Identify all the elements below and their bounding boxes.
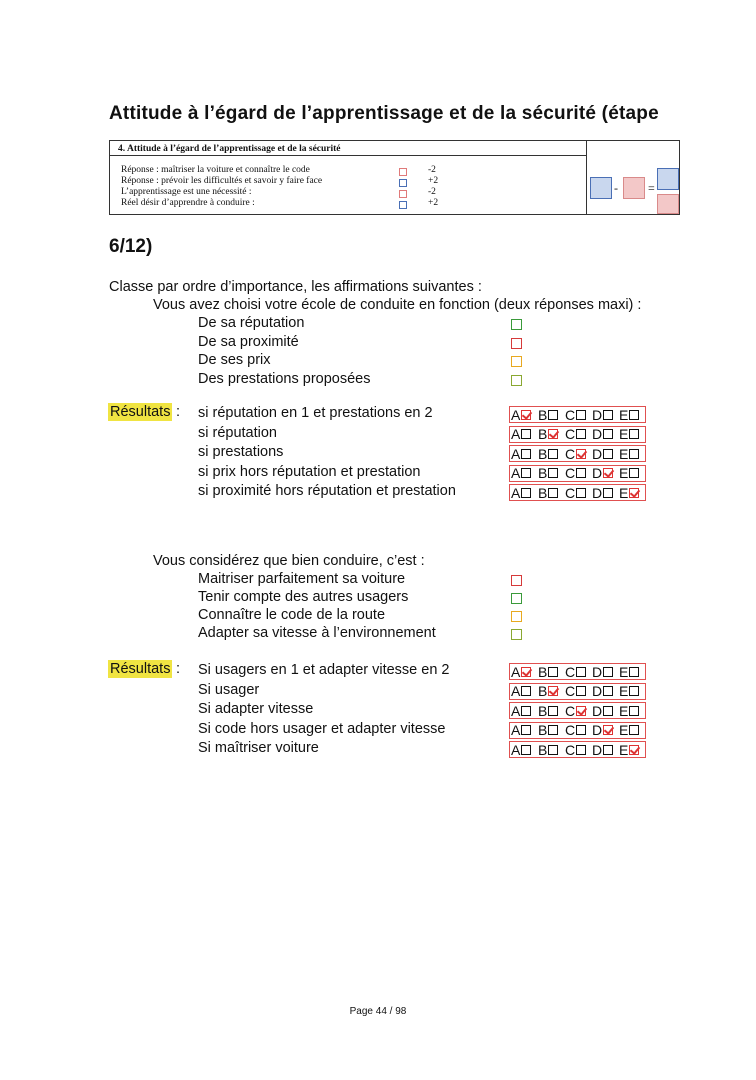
answer-option-b[interactable] bbox=[538, 446, 558, 461]
ranking-checkbox[interactable] bbox=[511, 375, 522, 386]
option-letter: E bbox=[619, 683, 629, 699]
ranking-item-label: Adapter sa vitesse à l’environnement bbox=[198, 625, 436, 641]
equals-sign: = bbox=[648, 181, 655, 195]
option-letter: C bbox=[565, 406, 576, 423]
empty-box-icon[interactable] bbox=[521, 449, 531, 459]
empty-box-icon[interactable] bbox=[576, 468, 586, 478]
option-letter: E bbox=[619, 663, 629, 680]
answer-option-c[interactable] bbox=[565, 427, 586, 442]
ranking-item-label: De sa réputation bbox=[198, 315, 305, 331]
option-letter: A bbox=[511, 445, 521, 462]
answer-option-e[interactable] bbox=[619, 407, 639, 422]
option-letter: A bbox=[511, 465, 521, 481]
option-letter: C bbox=[565, 702, 576, 719]
question-text: Vous avez choisi votre école de conduite en fonction (deux réponses maxi) : bbox=[153, 297, 642, 313]
answer-option-a[interactable] bbox=[511, 684, 531, 699]
empty-box-icon[interactable] bbox=[629, 468, 639, 478]
answer-option-a[interactable] bbox=[511, 407, 531, 422]
empty-box-icon[interactable] bbox=[629, 706, 639, 716]
empty-box-icon[interactable] bbox=[548, 449, 558, 459]
empty-box-icon[interactable] bbox=[576, 410, 586, 420]
empty-box-icon[interactable] bbox=[576, 488, 586, 498]
checked-box-icon[interactable] bbox=[548, 429, 558, 439]
answer-option-e[interactable] bbox=[619, 466, 639, 481]
option-letter: A bbox=[511, 484, 521, 501]
answer-option-e[interactable] bbox=[619, 427, 639, 442]
answer-choice-row bbox=[509, 702, 646, 719]
option-letter: C bbox=[565, 663, 576, 680]
answer-choice-row bbox=[509, 722, 646, 739]
score-box bbox=[109, 140, 680, 215]
score-row-text: Réel désir d’apprendre à conduire : bbox=[121, 198, 255, 208]
results-colon: : bbox=[176, 661, 181, 677]
option-letter: A bbox=[511, 741, 521, 758]
answer-choice-row bbox=[509, 426, 646, 443]
option-letter: C bbox=[565, 484, 576, 501]
total-score-square-top bbox=[657, 168, 679, 190]
answer-option-d[interactable] bbox=[592, 664, 613, 679]
option-letter: B bbox=[538, 426, 548, 442]
option-letter: E bbox=[619, 406, 629, 423]
score-row-text: L’apprentissage est une nécessité : bbox=[121, 187, 252, 197]
answer-option-e[interactable] bbox=[619, 723, 639, 738]
empty-box-icon[interactable] bbox=[521, 725, 531, 735]
answer-option-d[interactable] bbox=[592, 703, 613, 718]
checked-box-icon[interactable] bbox=[576, 706, 586, 716]
result-condition-text: Si usagers en 1 et adapter vitesse en 2 bbox=[198, 662, 450, 678]
page-number: Page 44 / 98 bbox=[349, 1006, 407, 1017]
ranking-item-label: Connaître le code de la route bbox=[198, 607, 386, 623]
empty-box-icon[interactable] bbox=[603, 429, 613, 439]
empty-box-icon[interactable] bbox=[629, 410, 639, 420]
blue-score-square bbox=[590, 177, 612, 199]
option-letter: A bbox=[511, 702, 521, 719]
empty-box-icon[interactable] bbox=[521, 468, 531, 478]
checked-box-icon[interactable] bbox=[629, 745, 639, 755]
answer-choice-row bbox=[509, 663, 646, 680]
empty-box-icon[interactable] bbox=[576, 429, 586, 439]
option-letter: A bbox=[511, 663, 521, 680]
score-value: +2 bbox=[428, 176, 439, 186]
answer-option-c[interactable] bbox=[565, 703, 586, 718]
answer-option-d[interactable] bbox=[592, 427, 613, 442]
answer-option-a[interactable] bbox=[511, 664, 531, 679]
ranking-checkbox[interactable] bbox=[511, 593, 522, 604]
empty-box-icon[interactable] bbox=[548, 468, 558, 478]
answer-option-a[interactable] bbox=[511, 742, 531, 757]
option-letter: D bbox=[592, 741, 603, 758]
option-letter: A bbox=[511, 426, 521, 442]
option-letter: E bbox=[619, 426, 629, 442]
option-letter: D bbox=[592, 702, 603, 719]
empty-box-icon[interactable] bbox=[576, 686, 586, 696]
results-label bbox=[108, 661, 172, 677]
results-label-highlight: Résultats bbox=[110, 661, 171, 677]
empty-box-icon[interactable] bbox=[603, 667, 613, 677]
empty-box-icon[interactable] bbox=[629, 686, 639, 696]
empty-box-icon[interactable] bbox=[548, 410, 558, 420]
ranking-item-label: De sa proximité bbox=[198, 333, 299, 350]
answer-option-e[interactable] bbox=[619, 446, 639, 461]
checked-box-icon[interactable] bbox=[629, 488, 639, 498]
answer-option-c[interactable] bbox=[565, 723, 586, 738]
answer-choice-row bbox=[509, 465, 646, 482]
ranking-checkbox[interactable] bbox=[511, 611, 522, 622]
results-colon: : bbox=[176, 404, 181, 420]
ranking-checkbox[interactable] bbox=[511, 338, 522, 349]
option-letter: B bbox=[538, 445, 548, 462]
empty-box-icon[interactable] bbox=[548, 667, 558, 677]
empty-box-icon[interactable] bbox=[521, 686, 531, 696]
answer-option-d[interactable] bbox=[592, 466, 613, 481]
divider bbox=[110, 155, 586, 156]
score-row-text: Réponse : maîtriser la voiture et connaître le code bbox=[121, 165, 310, 175]
empty-box-icon[interactable] bbox=[548, 725, 558, 735]
page-title: Attitude à l’égard de l’apprentissage et de la sécurité (étape bbox=[109, 103, 659, 124]
page-title-continued: 6/12) bbox=[109, 236, 153, 257]
ranking-item-label: Des prestations proposées bbox=[198, 370, 371, 387]
option-letter: D bbox=[592, 683, 603, 699]
answer-option-a[interactable] bbox=[511, 723, 531, 738]
answer-choice-row bbox=[509, 683, 646, 700]
answer-option-e[interactable] bbox=[619, 742, 639, 757]
answer-option-b[interactable] bbox=[538, 742, 558, 757]
result-condition-text: Si adapter vitesse bbox=[198, 701, 314, 717]
answer-option-b[interactable] bbox=[538, 466, 558, 481]
score-value: +2 bbox=[428, 198, 439, 208]
results-label-highlight: Résultats bbox=[110, 404, 171, 420]
empty-box-icon[interactable] bbox=[603, 449, 613, 459]
total-score-square-bottom bbox=[657, 194, 679, 214]
empty-box-icon[interactable] bbox=[603, 686, 613, 696]
answer-option-b[interactable] bbox=[538, 407, 558, 422]
option-letter: D bbox=[592, 406, 603, 423]
option-letter: C bbox=[565, 445, 576, 462]
answer-option-d[interactable] bbox=[592, 485, 613, 500]
answer-choice-row bbox=[509, 445, 646, 462]
answer-choice-row bbox=[509, 406, 646, 423]
score-color-square bbox=[399, 190, 407, 198]
answer-choice-row bbox=[509, 741, 646, 758]
empty-box-icon[interactable] bbox=[629, 449, 639, 459]
answer-option-a[interactable] bbox=[511, 703, 531, 718]
answer-option-b[interactable] bbox=[538, 664, 558, 679]
ranking-item-label: Maitriser parfaitement sa voiture bbox=[198, 571, 406, 587]
answer-option-a[interactable] bbox=[511, 485, 531, 500]
answer-option-c[interactable] bbox=[565, 684, 586, 699]
answer-option-a[interactable] bbox=[511, 427, 531, 442]
empty-box-icon[interactable] bbox=[521, 488, 531, 498]
option-letter: E bbox=[619, 484, 629, 501]
result-condition-text: si réputation en 1 et prestations en 2 bbox=[198, 405, 433, 421]
result-condition-text: Si code hors usager et adapter vitesse bbox=[198, 720, 446, 737]
ranking-checkbox[interactable] bbox=[511, 356, 522, 367]
score-value: -2 bbox=[428, 187, 436, 197]
score-color-square bbox=[399, 201, 407, 209]
empty-box-icon[interactable] bbox=[576, 725, 586, 735]
empty-box-icon[interactable] bbox=[521, 429, 531, 439]
option-letter: E bbox=[619, 702, 629, 719]
option-letter: D bbox=[592, 484, 603, 501]
option-letter: B bbox=[538, 484, 548, 501]
answer-option-d[interactable] bbox=[592, 446, 613, 461]
empty-box-icon[interactable] bbox=[548, 745, 558, 755]
option-letter: D bbox=[592, 722, 603, 738]
ranking-item-label: Tenir compte des autres usagers bbox=[198, 589, 409, 605]
answer-option-c[interactable] bbox=[565, 407, 586, 422]
answer-option-c[interactable] bbox=[565, 446, 586, 461]
ranking-item-label: De ses prix bbox=[198, 352, 271, 368]
option-letter: D bbox=[592, 426, 603, 442]
score-row-text: Réponse : prévoir les difficultés et savoir y faire face bbox=[121, 176, 323, 186]
question-text: Vous considérez que bien conduire, c’est : bbox=[153, 553, 425, 569]
result-condition-text: si prestations bbox=[198, 444, 284, 460]
score-color-square bbox=[399, 179, 407, 187]
checked-box-icon[interactable] bbox=[521, 410, 531, 420]
minus-sign: - bbox=[614, 181, 618, 195]
ranking-checkbox[interactable] bbox=[511, 319, 522, 330]
option-letter: B bbox=[538, 465, 548, 481]
checked-box-icon[interactable] bbox=[548, 686, 558, 696]
score-color-square bbox=[399, 168, 407, 176]
option-letter: B bbox=[538, 722, 548, 738]
option-letter: C bbox=[565, 741, 576, 758]
score-box-title: 4. Attitude à l’égard de l’apprentissage et de la sécurité bbox=[118, 144, 341, 154]
checked-box-icon[interactable] bbox=[603, 468, 613, 478]
option-letter: D bbox=[592, 663, 603, 680]
empty-box-icon[interactable] bbox=[629, 725, 639, 735]
checked-box-icon[interactable] bbox=[521, 667, 531, 677]
score-value: -2 bbox=[428, 165, 436, 175]
option-letter: D bbox=[592, 445, 603, 462]
empty-box-icon[interactable] bbox=[548, 488, 558, 498]
answer-option-e[interactable] bbox=[619, 664, 639, 679]
empty-box-icon[interactable] bbox=[521, 706, 531, 716]
result-condition-text: si réputation bbox=[198, 424, 277, 441]
ranking-checkbox[interactable] bbox=[511, 575, 522, 586]
intro-text: Classe par ordre d’importance, les affirmations suivantes : bbox=[109, 279, 482, 295]
empty-box-icon[interactable] bbox=[629, 429, 639, 439]
option-letter: C bbox=[565, 683, 576, 699]
option-letter: B bbox=[538, 663, 548, 680]
empty-box-icon[interactable] bbox=[603, 745, 613, 755]
answer-option-d[interactable] bbox=[592, 407, 613, 422]
answer-option-d[interactable] bbox=[592, 723, 613, 738]
option-letter: C bbox=[565, 426, 576, 442]
result-condition-text: Si usager bbox=[198, 681, 260, 698]
answer-option-c[interactable] bbox=[565, 485, 586, 500]
option-letter: E bbox=[619, 741, 629, 758]
result-condition-text: si proximité hors réputation et prestation bbox=[198, 483, 456, 499]
answer-option-c[interactable] bbox=[565, 466, 586, 481]
option-letter: A bbox=[511, 683, 521, 699]
empty-box-icon[interactable] bbox=[603, 488, 613, 498]
answer-option-e[interactable] bbox=[619, 684, 639, 699]
empty-box-icon[interactable] bbox=[576, 667, 586, 677]
option-letter: C bbox=[565, 465, 576, 481]
option-letter: D bbox=[592, 465, 603, 481]
answer-option-d[interactable] bbox=[592, 742, 613, 757]
option-letter: E bbox=[619, 722, 629, 738]
answer-option-a[interactable] bbox=[511, 466, 531, 481]
empty-box-icon[interactable] bbox=[548, 706, 558, 716]
answer-option-e[interactable] bbox=[619, 485, 639, 500]
answer-option-d[interactable] bbox=[592, 684, 613, 699]
checked-box-icon[interactable] bbox=[576, 449, 586, 459]
empty-box-icon[interactable] bbox=[576, 745, 586, 755]
empty-box-icon[interactable] bbox=[603, 706, 613, 716]
empty-box-icon[interactable] bbox=[603, 410, 613, 420]
option-letter: B bbox=[538, 702, 548, 719]
answer-option-c[interactable] bbox=[565, 664, 586, 679]
empty-box-icon[interactable] bbox=[521, 745, 531, 755]
checked-box-icon[interactable] bbox=[603, 725, 613, 735]
result-condition-text: Si maîtriser voiture bbox=[198, 740, 319, 756]
answer-option-b[interactable] bbox=[538, 485, 558, 500]
results-label bbox=[108, 404, 172, 420]
option-letter: C bbox=[565, 722, 576, 738]
ranking-checkbox[interactable] bbox=[511, 629, 522, 640]
answer-option-b[interactable] bbox=[538, 703, 558, 718]
red-score-square bbox=[623, 177, 645, 199]
option-letter: B bbox=[538, 406, 548, 423]
option-letter: E bbox=[619, 465, 629, 481]
answer-choice-row bbox=[509, 484, 646, 501]
answer-option-b[interactable] bbox=[538, 723, 558, 738]
option-letter: B bbox=[538, 741, 548, 758]
answer-option-a[interactable] bbox=[511, 446, 531, 461]
option-letter: E bbox=[619, 445, 629, 462]
answer-option-e[interactable] bbox=[619, 703, 639, 718]
answer-option-b[interactable] bbox=[538, 684, 558, 699]
option-letter: A bbox=[511, 722, 521, 738]
divider bbox=[586, 141, 587, 214]
answer-option-c[interactable] bbox=[565, 742, 586, 757]
answer-option-b[interactable] bbox=[538, 427, 558, 442]
option-letter: A bbox=[511, 406, 521, 423]
result-condition-text: si prix hors réputation et prestation bbox=[198, 463, 421, 480]
option-letter: B bbox=[538, 683, 548, 699]
empty-box-icon[interactable] bbox=[629, 667, 639, 677]
